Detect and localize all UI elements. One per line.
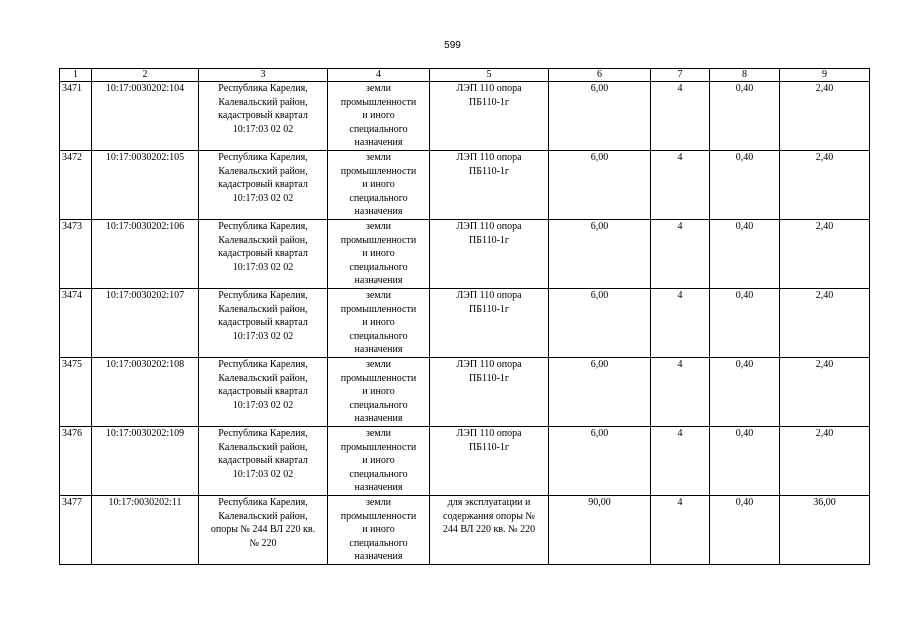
cell-text-line: промышленности [340, 510, 417, 522]
cell-location [199, 427, 328, 496]
cell-text-line: Калевальский район, [218, 96, 308, 108]
cell-area: 6,00 [549, 220, 651, 289]
cell-row-number: 3473 [60, 220, 92, 289]
cell-text-line: ЛЭП 110 опора [456, 221, 522, 232]
cell-location [199, 496, 328, 565]
cell-text-line: ЛЭП 110 опора [456, 83, 522, 94]
cell-location [199, 358, 328, 427]
cell-cadastral-number: 10:17:0030202:104 [92, 82, 199, 151]
cell-text-line: ЛЭП 110 опора [456, 428, 522, 439]
cell-text-line: промышленности [340, 234, 417, 246]
table-row [60, 358, 870, 427]
table-row [60, 289, 870, 358]
cell-land-category [328, 220, 430, 289]
header-col-3: 3 [199, 69, 328, 82]
cell-area: 90,00 [549, 496, 651, 565]
cell-text-line: специального [349, 468, 408, 480]
cell-text-line: ПБ110-1г [468, 96, 510, 108]
cell-text-line: специального [349, 123, 408, 135]
cell-text-line: специального [349, 192, 408, 204]
cell-text-line: земли [365, 428, 392, 439]
cell-cadastral-number: 10:17:0030202:107 [92, 289, 199, 358]
cell-value-a: 0,40 [710, 427, 780, 496]
cell-area: 6,00 [549, 151, 651, 220]
cell-text-line: промышленности [340, 372, 417, 384]
cell-value-a: 0,40 [710, 289, 780, 358]
table-row [60, 151, 870, 220]
cell-text-line: 10:17:03 02 02 [232, 468, 294, 480]
cell-text-line: промышленности [340, 441, 417, 453]
cell-land-category [328, 427, 430, 496]
cell-text-line: Калевальский район, [218, 234, 308, 246]
cell-text-line: назначения [354, 413, 403, 425]
cell-value-b: 2,40 [780, 151, 870, 220]
cell-text-line: 10:17:03 02 02 [232, 261, 294, 273]
cell-text-line: назначения [354, 275, 403, 287]
cell-text-line: 10:17:03 02 02 [232, 399, 294, 411]
header-col-7: 7 [651, 69, 710, 82]
cell-text-line: и иного [362, 455, 395, 467]
cell-text-line: ПБ110-1г [468, 372, 510, 384]
cell-location [199, 82, 328, 151]
cell-text-line: и иного [362, 317, 395, 329]
land-plots-table [59, 68, 870, 565]
cell-quantity: 4 [651, 427, 710, 496]
cell-text-line: Калевальский район, [218, 510, 308, 522]
table-row [60, 496, 870, 565]
cell-text-line: 10:17:03 02 02 [232, 330, 294, 342]
cell-text-line: кадастровый квартал [218, 248, 308, 260]
cell-text-line: Республика Карелия, [218, 359, 308, 370]
cell-value-b: 2,40 [780, 289, 870, 358]
cell-text-line: кадастровый квартал [218, 317, 308, 329]
cell-land-category [328, 82, 430, 151]
cell-permitted-use [430, 151, 549, 220]
cell-row-number: 3476 [60, 427, 92, 496]
table-row [60, 82, 870, 151]
cell-text-line: земли [365, 497, 392, 508]
cell-text-line: ПБ110-1г [468, 441, 510, 453]
cell-value-a: 0,40 [710, 82, 780, 151]
cell-permitted-use [430, 289, 549, 358]
cell-text-line: промышленности [340, 303, 417, 315]
cell-value-a: 0,40 [710, 220, 780, 289]
cell-text-line: кадастровый квартал [218, 179, 308, 191]
cell-cadastral-number: 10:17:0030202:106 [92, 220, 199, 289]
cell-text-line: и иного [362, 110, 395, 122]
cell-value-b: 2,40 [780, 82, 870, 151]
cell-text-line: промышленности [340, 96, 417, 108]
header-col-1: 1 [60, 69, 92, 82]
cell-land-category [328, 496, 430, 565]
cell-text-line: ПБ110-1г [468, 303, 510, 315]
cell-text-line: и иного [362, 248, 395, 260]
cell-location [199, 289, 328, 358]
cell-quantity: 4 [651, 82, 710, 151]
cell-text-line: назначения [354, 137, 403, 149]
cell-value-b: 2,40 [780, 358, 870, 427]
cell-quantity: 4 [651, 289, 710, 358]
cell-text-line: земли [365, 152, 392, 163]
table-row [60, 427, 870, 496]
cell-quantity: 4 [651, 358, 710, 427]
cell-text-line: опоры № 244 ВЛ 220 кв. [210, 524, 316, 536]
cell-area: 6,00 [549, 427, 651, 496]
cell-text-line: для эксплуатации и [447, 497, 531, 508]
cell-text-line: кадастровый квартал [218, 455, 308, 467]
cell-cadastral-number: 10:17:0030202:109 [92, 427, 199, 496]
cell-text-line: и иного [362, 386, 395, 398]
cell-land-category [328, 151, 430, 220]
table-header-row [60, 69, 870, 82]
cell-text-line: 10:17:03 02 02 [232, 123, 294, 135]
cell-value-a: 0,40 [710, 496, 780, 565]
header-col-4: 4 [328, 69, 430, 82]
cell-text-line: назначения [354, 206, 403, 218]
cell-text-line: промышленности [340, 165, 417, 177]
cell-quantity: 4 [651, 496, 710, 565]
cell-row-number: 3477 [60, 496, 92, 565]
header-col-5: 5 [430, 69, 549, 82]
cell-row-number: 3475 [60, 358, 92, 427]
cell-text-line: назначения [354, 344, 403, 356]
cell-text-line: 244 ВЛ 220 кв. № 220 [442, 524, 536, 536]
cell-cadastral-number: 10:17:0030202:105 [92, 151, 199, 220]
cell-text-line: Республика Карелия, [218, 428, 308, 439]
cell-text-line: Республика Карелия, [218, 83, 308, 94]
cell-permitted-use [430, 427, 549, 496]
cell-area: 6,00 [549, 82, 651, 151]
cell-quantity: 4 [651, 220, 710, 289]
cell-text-line: № 220 [249, 537, 277, 549]
cell-location [199, 220, 328, 289]
cell-row-number: 3472 [60, 151, 92, 220]
cell-cadastral-number: 10:17:0030202:11 [92, 496, 199, 565]
cell-text-line: земли [365, 221, 392, 232]
cell-land-category [328, 358, 430, 427]
header-col-8: 8 [710, 69, 780, 82]
cell-quantity: 4 [651, 151, 710, 220]
cell-value-a: 0,40 [710, 358, 780, 427]
cell-text-line: кадастровый квартал [218, 110, 308, 122]
cell-text-line: ЛЭП 110 опора [456, 290, 522, 301]
cell-text-line: Республика Карелия, [218, 497, 308, 508]
cell-text-line: Калевальский район, [218, 372, 308, 384]
cell-value-b: 2,40 [780, 220, 870, 289]
page-number: 599 [444, 40, 461, 51]
cell-location [199, 151, 328, 220]
cell-text-line: ЛЭП 110 опора [456, 152, 522, 163]
cell-text-line: назначения [354, 482, 403, 494]
cell-text-line: содержания опоры № [443, 510, 535, 522]
cell-text-line: и иного [362, 524, 395, 536]
table-row [60, 220, 870, 289]
cell-permitted-use [430, 82, 549, 151]
cell-text-line: земли [365, 359, 392, 370]
cell-value-b: 36,00 [780, 496, 870, 565]
cell-text-line: назначения [354, 551, 403, 563]
cell-text-line: Калевальский район, [218, 165, 308, 177]
cell-value-b: 2,40 [780, 427, 870, 496]
header-col-2: 2 [92, 69, 199, 82]
header-col-9: 9 [780, 69, 870, 82]
cell-value-a: 0,40 [710, 151, 780, 220]
cell-text-line: Республика Карелия, [218, 152, 308, 163]
cell-text-line: ПБ110-1г [468, 234, 510, 246]
cell-cadastral-number: 10:17:0030202:108 [92, 358, 199, 427]
cell-text-line: кадастровый квартал [218, 386, 308, 398]
cell-text-line: ПБ110-1г [468, 165, 510, 177]
cell-text-line: Республика Карелия, [218, 221, 308, 232]
cell-text-line: специального [349, 537, 408, 549]
cell-text-line: ЛЭП 110 опора [456, 359, 522, 370]
cell-text-line: специального [349, 330, 408, 342]
cell-text-line: земли [365, 83, 392, 94]
cell-text-line: специального [349, 399, 408, 411]
cell-row-number: 3474 [60, 289, 92, 358]
cell-area: 6,00 [549, 358, 651, 427]
table-body [60, 82, 870, 565]
cell-text-line: 10:17:03 02 02 [232, 192, 294, 204]
cell-text-line: земли [365, 290, 392, 301]
cell-area: 6,00 [549, 289, 651, 358]
cell-land-category [328, 289, 430, 358]
cell-permitted-use [430, 358, 549, 427]
cell-text-line: Калевальский район, [218, 303, 308, 315]
header-col-6: 6 [549, 69, 651, 82]
cell-text-line: и иного [362, 179, 395, 191]
cell-permitted-use [430, 220, 549, 289]
cell-permitted-use [430, 496, 549, 565]
cell-text-line: специального [349, 261, 408, 273]
cell-text-line: Калевальский район, [218, 441, 308, 453]
cell-row-number: 3471 [60, 82, 92, 151]
cell-text-line: Республика Карелия, [218, 290, 308, 301]
